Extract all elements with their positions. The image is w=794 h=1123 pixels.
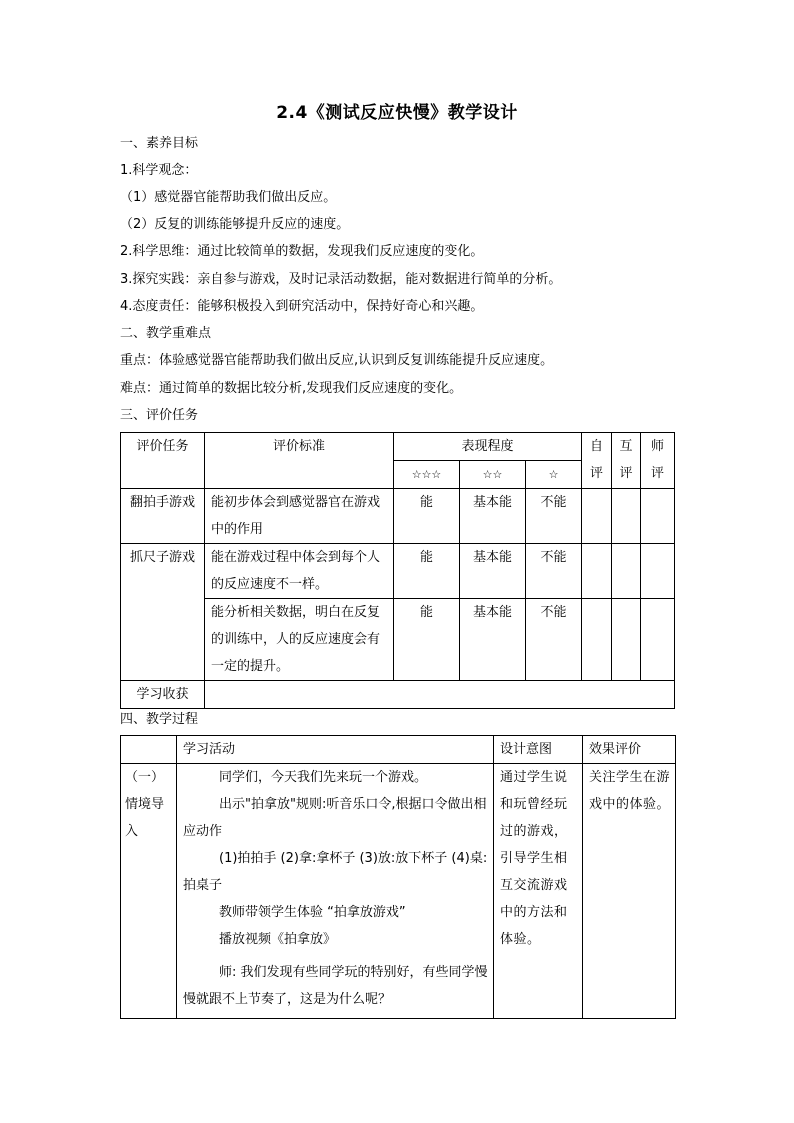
eval-row-self-cell: [582, 544, 612, 599]
process-intent-text: 通过学生说和玩曾经玩过的游戏，引导学生相互交流游戏中的方法和体验。: [494, 764, 583, 1019]
star-level-2: ☆☆: [460, 461, 526, 489]
process-header-effect: 效果评价: [583, 736, 676, 764]
process-header-activity: 学习活动: [177, 736, 494, 764]
process-activity-cell: [177, 764, 494, 1019]
eval-row-peer-cell: [612, 599, 641, 681]
section-heading-goals: 一、素养目标: [120, 136, 199, 151]
difficulty: 难点：通过简单的数据比较分析,发现我们反应速度的变化。: [120, 381, 463, 396]
star-level-1: ☆: [526, 461, 582, 489]
goal-1a: （1）感觉器官能帮助我们做出反应。: [120, 190, 337, 205]
goal-1: 1.科学观念：: [120, 163, 198, 178]
goal-1b: （2）反复的训练能够提升反应的速度。: [120, 217, 350, 232]
eval-row-peer-cell: [612, 489, 641, 544]
process-table: [120, 735, 676, 1019]
process-header-intent: 设计意图: [494, 736, 583, 764]
eval-row-standard: 能初步体会到感觉器官在游戏中的作用: [205, 489, 394, 544]
activity-p5: 播放视频《拍拿放》: [219, 932, 337, 947]
document-title: 2.4《测试反应快慢》教学设计: [276, 103, 518, 123]
activity-p1: 同学们，今天我们先来玩一个游戏。: [219, 770, 428, 785]
eval-row-peer-cell: [612, 544, 641, 599]
learning-gain-cell: [205, 681, 675, 709]
process-stage: （一）情境导入: [121, 764, 177, 1019]
process-header-empty: [121, 736, 177, 764]
header-eval-standard: 评价标准: [205, 433, 394, 489]
goal-4: 4.态度责任：能够积极投入到研究活动中，保持好奇心和兴趣。: [120, 299, 484, 314]
eval-row-teacher-cell: [641, 544, 675, 599]
process-effect-text: 关注学生在游戏中的体验。: [583, 764, 676, 1019]
eval-row-level3: 能: [394, 544, 460, 599]
eval-row-level2: 基本能: [460, 544, 526, 599]
eval-row-standard: 能在游戏过程中体会到每个人的反应速度不一样。: [205, 544, 394, 599]
activity-p6: 师: 我们发现有些同学玩的特别好，有些同学慢慢就跟不上节奏了，这是为什么呢？: [183, 965, 488, 1007]
section-heading-task: 三、评价任务: [120, 408, 199, 423]
eval-row-level2: 基本能: [460, 599, 526, 681]
evaluation-table: [120, 432, 675, 709]
star-level-3: ☆☆☆: [394, 461, 460, 489]
header-self-eval: 自评: [582, 433, 612, 489]
eval-row-level1: 不能: [526, 599, 582, 681]
eval-row-standard: 能分析相关数据，明白在反复的训练中，人的反应速度会有一定的提升。: [205, 599, 394, 681]
eval-row-level1: 不能: [526, 489, 582, 544]
header-peer-eval: 互评: [612, 433, 641, 489]
key-point: 重点：体验感觉器官能帮助我们做出反应,认识到反复训练能提升反应速度。: [120, 353, 554, 368]
eval-row-level3: 能: [394, 489, 460, 544]
section-heading-process: 四、教学过程: [120, 712, 199, 727]
eval-row-self-cell: [582, 489, 612, 544]
header-eval-task: 评价任务: [121, 433, 205, 489]
eval-row-teacher-cell: [641, 599, 675, 681]
eval-row-level3: 能: [394, 599, 460, 681]
eval-row-task: 抓尺子游戏: [121, 544, 205, 681]
eval-row-level2: 基本能: [460, 489, 526, 544]
eval-row-self-cell: [582, 599, 612, 681]
activity-p2: 出示"拍拿放"规则:听音乐口令,根据口令做出相应动作: [183, 797, 487, 839]
activity-p4: 教师带领学生体验 “拍拿放游戏”: [219, 905, 406, 920]
eval-row-task: 翻拍手游戏: [121, 489, 205, 544]
learning-gain-label: 学习收获: [121, 681, 205, 709]
header-teacher-eval: 师评: [641, 433, 675, 489]
section-heading-key: 二、教学重难点: [120, 326, 212, 341]
goal-3: 3.探究实践：亲自参与游戏，及时记录活动数据，能对数据进行简单的分析。: [120, 272, 562, 287]
header-performance-level: 表现程度: [394, 433, 582, 461]
eval-row-teacher-cell: [641, 489, 675, 544]
activity-p3: (1)拍拍手 (2)拿:拿杯子 (3)放:放下杯子 (4)桌:拍桌子: [183, 851, 488, 893]
goal-2: 2.科学思维：通过比较简单的数据，发现我们反应速度的变化。: [120, 244, 484, 259]
eval-row-level1: 不能: [526, 544, 582, 599]
